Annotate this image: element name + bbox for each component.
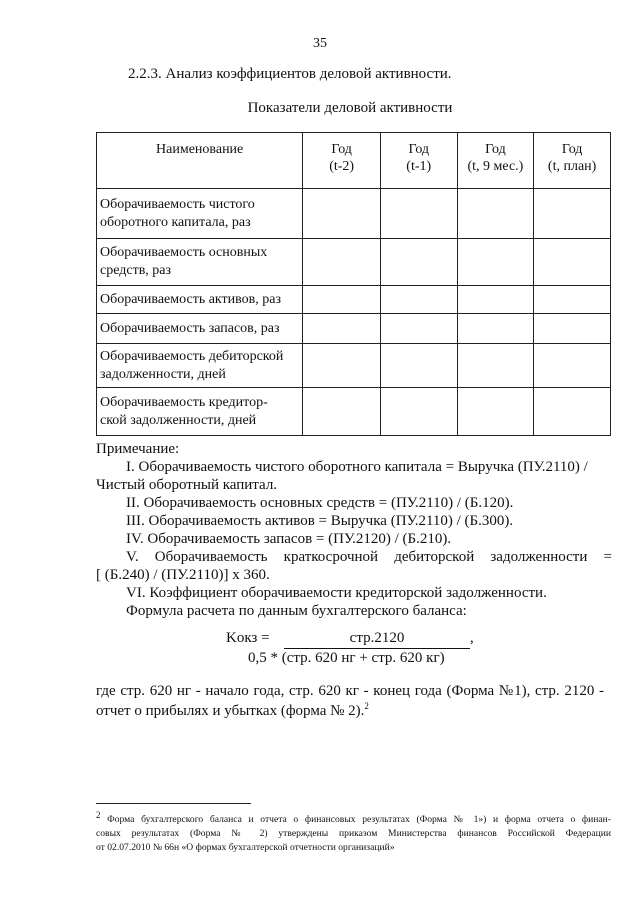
- table-row: [97, 286, 611, 314]
- table-row: [97, 344, 611, 388]
- column-header-name: Наименование: [97, 133, 303, 189]
- table-cell: [534, 388, 611, 436]
- column-header-year-t-minus-1: Год (t-1): [380, 133, 457, 189]
- table-cell: [457, 344, 534, 388]
- table-cell: [534, 314, 611, 344]
- table-row: [97, 239, 611, 286]
- page-number: 35: [313, 36, 327, 51]
- table-cell: [303, 189, 381, 239]
- section-heading: 2.2.3. Анализ коэффициентов деловой активности.: [128, 66, 452, 82]
- table-header-row: [97, 133, 611, 189]
- row-label: Оборачиваемость активов, раз: [97, 286, 303, 314]
- formula-trailing-punctuation: ,: [470, 630, 474, 646]
- business-activity-table: [96, 132, 611, 436]
- table-cell: [457, 239, 534, 286]
- formula-intro: Формула расчета по данным бухгалтерского баланса:: [126, 603, 467, 619]
- table-cell: [303, 239, 381, 286]
- footnote-marker: 2: [96, 810, 101, 820]
- explanation-line-2: отчет о прибылях и убытках (форма № 2).$^2$: [96, 701, 369, 719]
- note-3: III. Оборачиваемость активов = Выручка (ПУ.2110) / (Б.300).: [126, 513, 514, 529]
- table-row: [97, 189, 611, 239]
- footnote-reference: 2: [364, 701, 369, 711]
- table-cell: [303, 388, 381, 436]
- note-1-line-2: Чистый оборотный капитал.: [96, 477, 278, 493]
- footnote-line-2: совых результатах (Форма № 2) утверждены приказом Министерства финансов Российской Федерации: [96, 828, 611, 840]
- notes-heading: Примечание:: [96, 441, 180, 457]
- note-5-line-1: V. Оборачиваемость краткосрочной дебиторской задолженности =: [126, 549, 612, 565]
- row-label: Оборачиваемость кредитор- ской задолженности, дней: [97, 388, 303, 436]
- footnote-line-1: Форма бухгалтерского баланса и отчета о финансовых результатах (Форма № 1») и форма отчета о финан-: [107, 814, 611, 826]
- row-label: Оборачиваемость чистого оборотного капитала, раз: [97, 189, 303, 239]
- table-cell: [303, 286, 381, 314]
- fraction-bar: [284, 648, 470, 649]
- table-row: [97, 388, 611, 436]
- formula-lhs: Kокз =: [226, 630, 270, 646]
- table-cell: [380, 189, 457, 239]
- table-cell: [457, 189, 534, 239]
- explanation-line-1: где стр. 620 нг - начало года, стр. 620 кг - конец года (Форма №1), стр. 2120 -: [96, 683, 604, 699]
- row-label: Оборачиваемость дебиторской задолженности, дней: [97, 344, 303, 388]
- note-4: IV. Оборачиваемость запасов = (ПУ.2120) / (Б.210).: [126, 531, 452, 547]
- row-label: Оборачиваемость основных средств, раз: [97, 239, 303, 286]
- table-cell: [380, 239, 457, 286]
- footnote-divider: [96, 803, 251, 804]
- formula-numerator: стр.2120: [349, 630, 405, 646]
- table-cell: [380, 344, 457, 388]
- table-cell: [380, 286, 457, 314]
- table-cell: [534, 189, 611, 239]
- footnote: [96, 808, 611, 855]
- table-cell: [534, 344, 611, 388]
- note-5-line-2: [ (Б.240) / (ПУ.2110)] х 360.: [96, 567, 270, 583]
- table-row: [97, 314, 611, 344]
- column-header-year-t-minus-2: Год (t-2): [303, 133, 381, 189]
- table-cell: [303, 314, 381, 344]
- table-caption: Показатели деловой активности: [247, 100, 453, 116]
- table-cell: [457, 388, 534, 436]
- column-header-year-t-9-months: Год (t, 9 мес.): [457, 133, 534, 189]
- table-cell: [457, 314, 534, 344]
- table-cell: [534, 286, 611, 314]
- formula-denominator: 0,5 * (стр. 620 нг + стр. 620 кг): [248, 650, 445, 666]
- table-cell: [380, 388, 457, 436]
- table-cell: [303, 344, 381, 388]
- column-header-year-t-plan: Год (t, план): [534, 133, 611, 189]
- table-cell: [380, 314, 457, 344]
- note-1-line-1: I. Оборачиваемость чистого оборотного капитала = Выручка (ПУ.2110) /: [126, 459, 588, 475]
- table-cell: [534, 239, 611, 286]
- note-6: VI. Коэффициент оборачиваемости кредиторской задолженности.: [126, 585, 547, 601]
- table-cell: [457, 286, 534, 314]
- note-2: II. Оборачиваемость основных средств = (ПУ.2110) / (Б.120).: [126, 495, 514, 511]
- footnote-line-3: от 02.07.2010 № 66н «О формах бухгалтерской отчетности организаций»: [96, 842, 395, 854]
- row-label: Оборачиваемость запасов, раз: [97, 314, 303, 344]
